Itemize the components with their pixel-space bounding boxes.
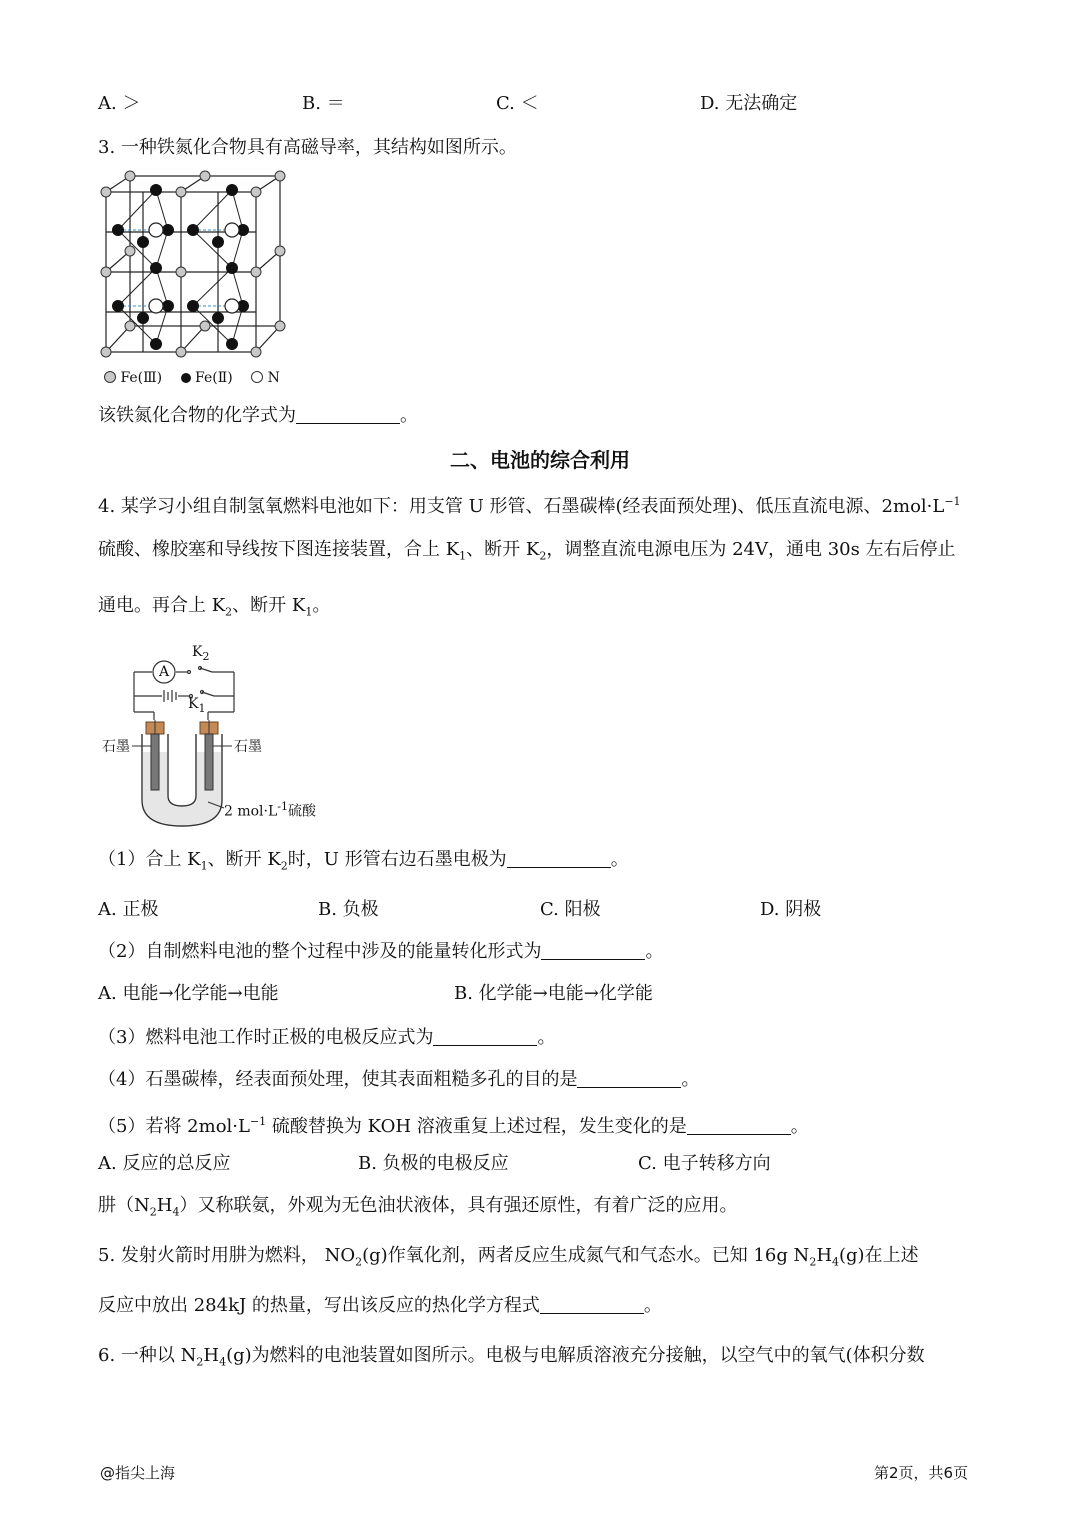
fe2-legend-icon [181,373,191,383]
subscript: 4 [832,1255,840,1269]
fe2-legend-label: Fe(Ⅱ) [195,370,233,386]
answer-blank[interactable] [540,1295,644,1314]
q4-part2-text: （2）自制燃料电池的整个过程中涉及的能量转化形式为 [98,941,542,962]
q5-text: (g)作氧化剂，两者反应生成氮气和气态水。已知 16g N [362,1245,810,1266]
q4-stem-text: ，调整直流电源电压为 24V，通电 30s 左右后停止 [546,539,956,560]
superscript: −1 [944,495,961,508]
q2-option-d: D. 无法确定 [700,93,798,114]
p1-option-d: D. 阴极 [760,899,822,920]
q4-part5 [98,1110,809,1139]
n-legend-icon [251,371,263,383]
q6-text: H [203,1345,220,1366]
p5-option-b: B. 负极的电极反应 [358,1153,509,1174]
crystal-legend [104,370,280,386]
q4-stem-text: 硫酸、橡胶塞和导线按下图连接装置，合上 K [98,539,460,560]
answer-blank[interactable] [507,849,611,868]
n2h4-intro [98,1194,737,1225]
q4-part1 [98,848,629,879]
q4-stem-text: 4. 某学习小组自制氢氧燃料电池如下：用支管 U 形管、石墨碳棒(经表面预处理)、低压直流电源、2mol·L [98,496,945,517]
subscript: 2 [809,1255,817,1269]
q5-line2 [98,1294,662,1318]
subscript: 2 [355,1255,363,1269]
k2-label [192,644,209,663]
fe3-legend-icon [104,371,116,383]
subscript: 1 [200,859,208,873]
q4-part1-text: 时，U 形管右边石墨电极为 [287,849,507,870]
q5-text: 5. 发射火箭时用肼为燃料， NO [98,1245,356,1266]
q4-part3-text: （3）燃料电池工作时正极的电极反应式为 [98,1027,434,1048]
answer-blank[interactable] [687,1116,791,1135]
superscript: −1 [249,1115,267,1128]
k1-label [188,696,205,715]
p5-option-a: A. 反应的总反应 [98,1153,231,1174]
q5-line1 [98,1244,919,1275]
q4-part5-text: （5）若将 2mol·L [98,1116,250,1137]
q4-stem-line2 [98,538,956,569]
p1-option-a: A. 正极 [98,899,159,920]
q4-stem-text: 、断开 K [232,595,306,616]
ammeter-label: A [159,664,170,680]
right-electrode-label: 石墨 [234,739,262,755]
q2-option-a: A. ＞ [98,93,141,114]
period: 。 [400,405,418,426]
n-legend-label: N [267,370,280,386]
p5-option-c: C. 电子转移方向 [638,1153,771,1174]
q6-text: 6. 一种以 N [98,1345,197,1366]
superscript: -1 [277,800,289,813]
period: 。 [645,941,664,962]
q4-part5-text: 硫酸替换为 KOH 溶液重复上述过程，发生变化的是 [266,1116,687,1137]
subscript: 2 [539,549,547,563]
answer-blank[interactable] [541,941,645,960]
subscript: 2 [202,649,210,663]
q4-part4-text: （4）石墨碳棒，经表面预处理，使其表面粗糙多孔的目的是 [98,1069,578,1090]
p1-option-b: B. 负极 [318,899,379,920]
q4-stem-text: 。 [312,595,331,616]
period: 。 [537,1027,556,1048]
subscript: 2 [225,605,233,619]
q4-stem-text: 通电。再合上 K [98,595,226,616]
period: 。 [681,1069,700,1090]
q4-stem-line1 [98,490,961,519]
left-electrode-label: 石墨 [102,739,130,755]
q5-text: 反应中放出 284kJ 的热量，写出该反应的热化学方程式 [98,1295,540,1316]
q4-part2 [98,940,663,964]
crystal-structure-diagram [96,168,296,368]
footer-left: @指尖上海 [100,1464,176,1482]
q4-stem-line3 [98,594,330,625]
q5-text: H [816,1245,833,1266]
p2-option-b: B. 化学能→电能→化学能 [454,983,653,1004]
subscript: 4 [172,1205,180,1219]
u-tube-diagram [96,640,336,830]
period: 。 [610,849,629,870]
q3-question-text: 该铁氮化合物的化学式为 [98,405,296,426]
period: 。 [790,1116,809,1137]
section-title: 二、电池的综合利用 [450,448,630,472]
subscript: 2 [280,859,288,873]
q5-text: (g)在上述 [839,1245,919,1266]
q4-part1-text: （1）合上 K [98,849,201,870]
answer-blank[interactable] [433,1027,537,1046]
fe3-legend-label: Fe(Ⅲ) [120,370,163,386]
k1-letter: K [188,696,199,712]
intro-text: 肼（N [98,1195,150,1216]
subscript: 1 [459,549,467,563]
q3-question [98,404,418,428]
subscript: 1 [305,605,313,619]
subscript: 2 [149,1205,157,1219]
q6-text: (g)为燃料的电池装置如图所示。电极与电解质溶液充分接触，以空气中的氧气(体积分数 [226,1345,925,1366]
subscript: 4 [219,1355,227,1369]
p1-option-c: C. 阳极 [540,899,601,920]
q2-option-b: B. ＝ [302,93,345,114]
p2-option-a: A. 电能→化学能→电能 [98,983,279,1004]
q2-option-c: C. ＜ [496,93,539,114]
q4-stem-text: 、断开 K [466,539,540,560]
subscript: 1 [198,701,206,715]
subscript: 2 [196,1355,204,1369]
q4-part4 [98,1068,699,1092]
intro-text: ）又称联氨，外观为无色油状液体，具有强还原性，有着广泛的应用。 [179,1195,738,1216]
solution-text: 2 mol·L [224,803,278,820]
answer-blank[interactable] [296,405,400,424]
k2-letter: K [192,644,203,660]
intro-text: H [156,1195,173,1216]
q3-stem: 3. 一种铁氮化合物具有高磁导率，其结构如图所示。 [98,137,517,158]
solution-label [224,800,316,821]
answer-blank[interactable] [577,1069,681,1088]
solution-text: 硫酸 [288,803,317,820]
period: 。 [643,1295,662,1316]
q4-part3 [98,1026,555,1050]
q4-part1-text: 、断开 K [207,849,281,870]
page-number: 第2页，共6页 [874,1464,969,1482]
q6-stem [98,1344,925,1375]
